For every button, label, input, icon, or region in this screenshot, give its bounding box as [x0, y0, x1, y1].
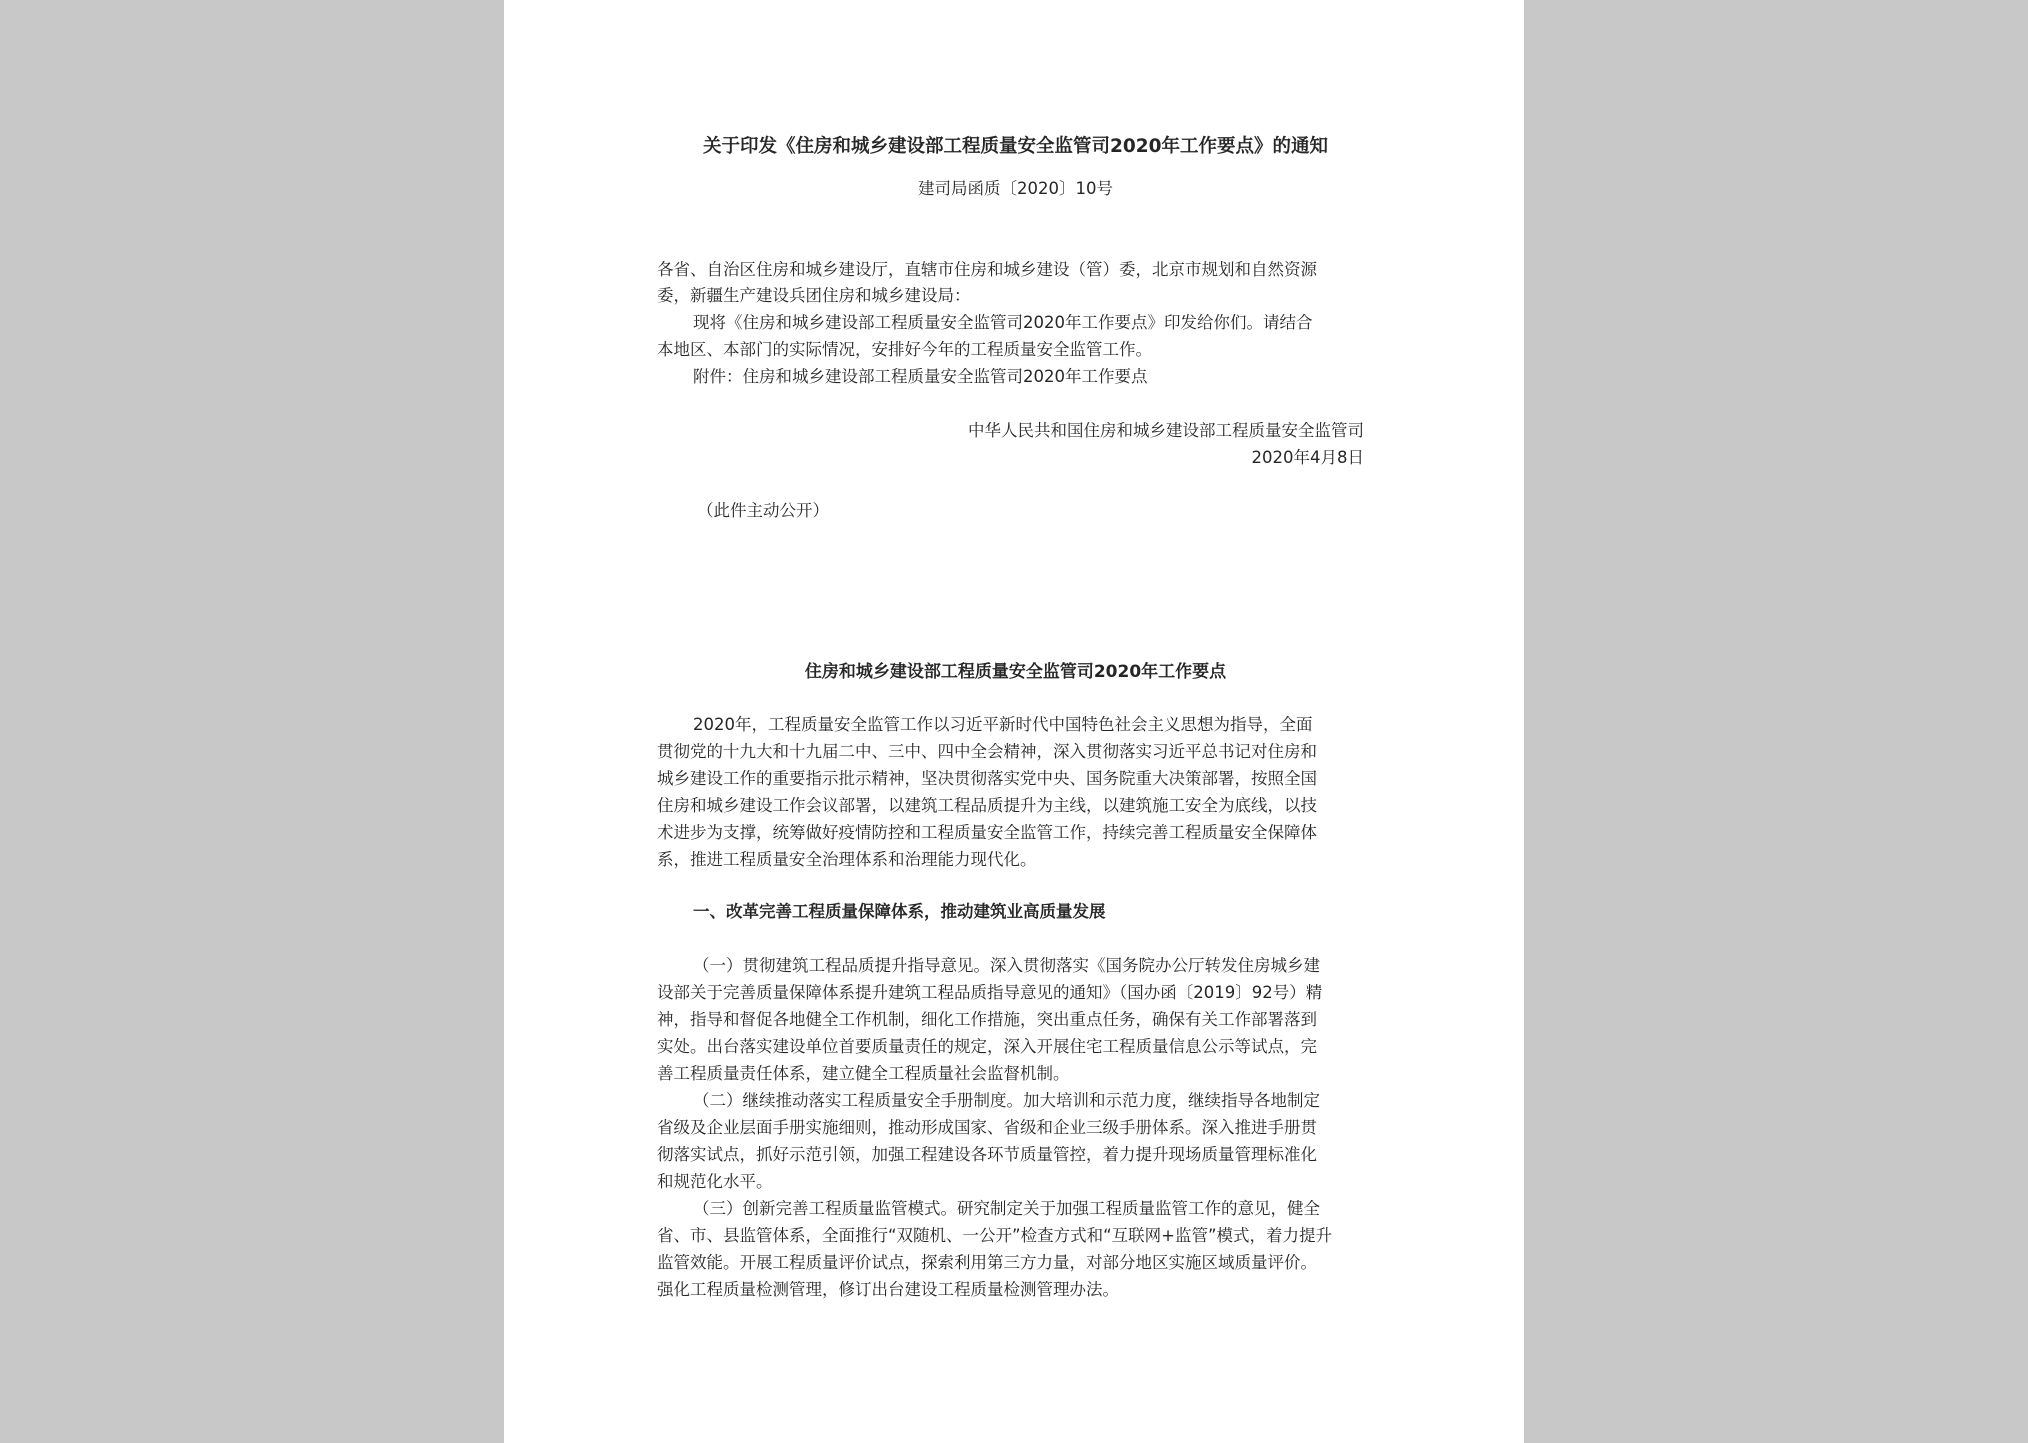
paragraph-line: 和规范化水平。	[657, 1172, 773, 1191]
section-heading: 一、改革完善工程质量保障体系，推动建筑业高质量发展	[693, 902, 1106, 921]
attachment-reference: 附件：住房和城乡建设部工程质量安全监管司2020年工作要点	[693, 367, 1148, 386]
paragraph-line: 术进步为支撑，统筹做好疫情防控和工程质量安全监管工作，持续完善工程质量安全保障体	[657, 823, 1317, 842]
signature-date: 2020年4月8日	[1251, 448, 1364, 467]
paragraph-line: 2020年，工程质量安全监管工作以习近平新时代中国特色社会主义思想为指导，全面	[693, 715, 1313, 734]
paragraph-line: 省、市、县监管体系，全面推行“双随机、一公开”检查方式和“互联网+监管”模式，着力提升	[657, 1226, 1333, 1245]
paragraph-line: 强化工程质量检测管理，修订出台建设工程质量检测管理办法。	[657, 1280, 1119, 1299]
disclosure-note: （此件主动公开）	[697, 501, 829, 520]
document-number: 建司局函质〔2020〕10号	[918, 179, 1113, 198]
body-line: 本地区、本部门的实际情况，安排好今年的工程质量安全监管工作。	[657, 340, 1152, 359]
addressee-line: 各省、自治区住房和城乡建设厅，直辖市住房和城乡建设（管）委，北京市规划和自然资源	[657, 260, 1317, 279]
paragraph-line: 系，推进工程质量安全治理体系和治理能力现代化。	[657, 850, 1037, 869]
paragraph-line: 住房和城乡建设工作会议部署，以建筑工程品质提升为主线，以建筑施工安全为底线，以技	[657, 796, 1317, 815]
body-line: 现将《住房和城乡建设部工程质量安全监管司2020年工作要点》印发给你们。请结合	[693, 313, 1313, 332]
paragraph-line: （二）继续推动落实工程质量安全手册制度。加大培训和示范力度，继续指导各地制定	[693, 1091, 1320, 1110]
paragraph-line: 善工程质量责任体系，建立健全工程质量社会监督机制。	[657, 1064, 1070, 1083]
notice-title: 关于印发《住房和城乡建设部工程质量安全监管司2020年工作要点》的通知	[703, 136, 1328, 157]
paragraph-line: 监管效能。开展工程质量评价试点，探索利用第三方力量，对部分地区实施区域质量评价。	[657, 1253, 1317, 1272]
paragraph-line: 贯彻党的十九大和十九届二中、三中、四中全会精神，深入贯彻落实习近平总书记对住房和	[657, 742, 1317, 761]
attachment-title: 住房和城乡建设部工程质量安全监管司2020年工作要点	[804, 662, 1227, 682]
paragraph-line: （三）创新完善工程质量监管模式。研究制定关于加强工程质量监管工作的意见，健全	[693, 1199, 1320, 1218]
paragraph-line: 设部关于完善质量保障体系提升建筑工程品质指导意见的通知》（国办函〔2019〕92号）精	[657, 983, 1323, 1002]
paragraph-line: 城乡建设工作的重要指示批示精神，坚决贯彻落实党中央、国务院重大决策部署，按照全国	[657, 769, 1317, 788]
document-page	[504, 0, 1524, 1443]
paragraph-line: 省级及企业层面手册实施细则，推动形成国家、省级和企业三级手册体系。深入推进手册贯	[657, 1118, 1317, 1137]
signature-organization: 中华人民共和国住房和城乡建设部工程质量安全监管司	[968, 421, 1364, 440]
addressee-line: 委，新疆生产建设兵团住房和城乡建设局：	[657, 286, 971, 305]
paragraph-line: 神，指导和督促各地健全工作机制，细化工作措施，突出重点任务，确保有关工作部署落到	[657, 1010, 1317, 1029]
paragraph-line: （一）贯彻建筑工程品质提升指导意见。深入贯彻落实《国务院办公厅转发住房城乡建	[693, 956, 1320, 975]
paragraph-line: 实处。出台落实建设单位首要质量责任的规定，深入开展住宅工程质量信息公示等试点，完	[657, 1037, 1317, 1056]
paragraph-line: 彻落实试点，抓好示范引领，加强工程建设各环节质量管控，着力提升现场质量管理标准化	[657, 1145, 1317, 1164]
